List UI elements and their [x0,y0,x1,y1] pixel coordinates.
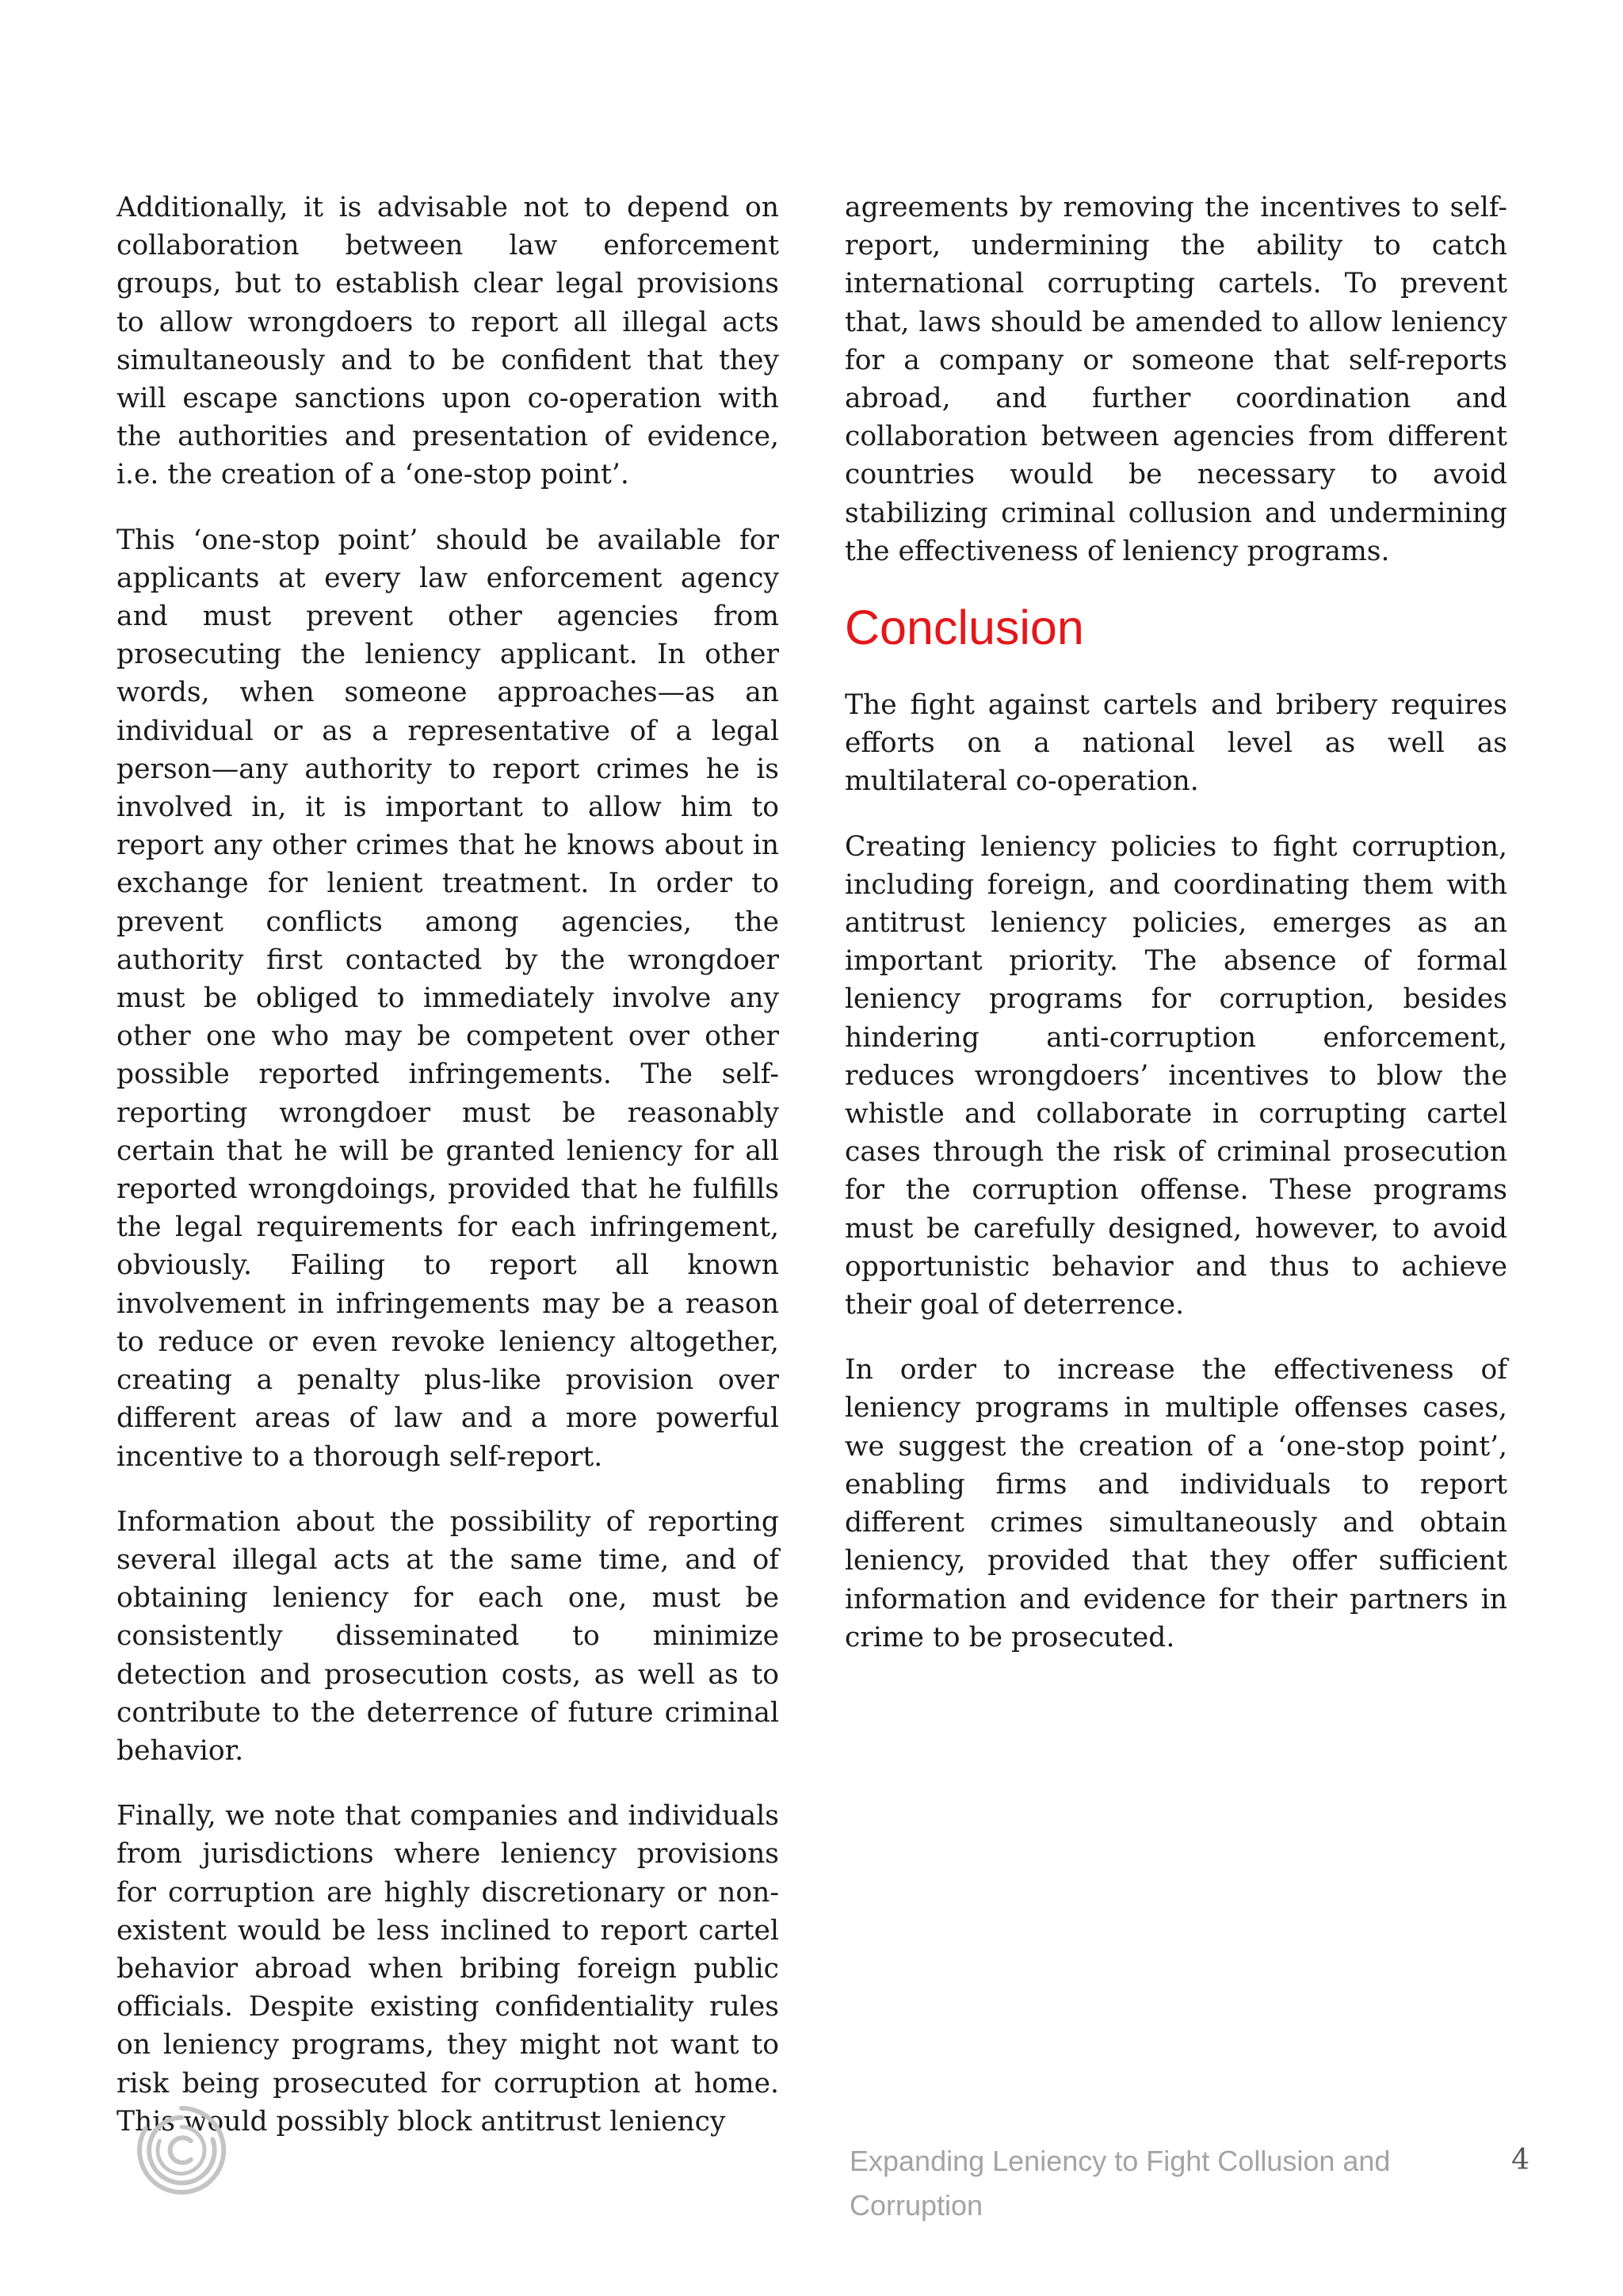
right-column [845,189,1507,1684]
paragraph: Finally, we note that companies and individuals from jurisdictions where leniency provisions for corruption are highly discretionary or non-existent would be less inclined to report cartel behavior abroad when bribing foreign public officials. Despite existing confidentiality rules on leniency programs, they might not want to risk being prosecuted for corruption at home. This would possibly block antitrust leniency [116,1800,779,2138]
section-heading: Conclusion [845,601,1084,655]
footer-title: Expanding Leniency to Fight Collusion and Corruption [850,2145,1391,2222]
logo-icon [135,2103,228,2197]
left-column [116,189,779,2168]
paragraph: Creating leniency policies to fight corruption, including foreign, and coordinating them with antitrust leniency policies, emerges as an important priority. The absence of formal leniency programs for corruption, besides hindering anti-corruption enforcement, reduces wrongdoers’ incentives to blow the whistle and collaborate in corrupting cartel cases through the risk of criminal prosecution for the corruption offense. These programs must be carefully designed, however, to avoid opportunistic behavior and thus to achieve their goal of deterrence. [845,830,1507,1322]
paragraph: The fight against cartels and bribery requires efforts on a national level as well as multilateral co-operation. [845,689,1507,798]
paragraph: This ‘one-stop point’ should be available for applicants at every law enforcement agency and must prevent other agencies from prosecuting the leniency applicant. In other words, when someone approaches—as an individual or as a representative of a legal person—any authority to report crimes he is involved in, it is important to allow him to report any other crimes that he knows about in exchange for lenient treatment. In order to prevent conflicts among agencies, the authority first contacted by the wrongdoer must be obliged to immediately involve any other one who may be competent over other possible reported infringements. The self-reporting wrongdoer must be reasonably certain that he will be granted leniency for all reported wrongdoings, provided that he fulfills the legal requirements for each infringement, obviously. Failing to report all known involvement in infringements may be a reason to reduce or even revoke leniency altogether, creating a penalty plus-like provision over different areas of law and a more powerful incentive to a thorough self-report. [116,524,779,1473]
page-number: 4 [1511,2144,1529,2176]
paragraph-continuation: agreements by removing the incentives to self-report, undermining the ability to catch international corrupting cartels. To prevent that, laws should be amended to allow leniency for a company or someone that self-reports abroad, and further coordination and collaboration between agencies from different countries would be necessary to avoid stabilizing criminal collusion and undermining the effectiveness of leniency programs. [845,192,1507,567]
paragraph: In order to increase the effectiveness of leniency programs in multiple offenses cases, we suggest the creation of a ‘one-stop point’, enabling firms and individuals to report different crimes simultaneously and obtain leniency, provided that they offer sufficient information and evidence for their partners in crime to be prosecuted. [845,1354,1507,1653]
paragraph: Information about the possibility of reporting several illegal acts at the same time, and of obtaining leniency for each one, must be consistently disseminated to minimize detection and prosecution costs, as well as to contribute to the deterrence of future criminal behavior. [116,1505,779,1767]
paragraph: Additionally, it is advisable not to depend on collaboration between law enforcement groups, but to establish clear legal provisions to allow wrongdoers to report all illegal acts simultaneously and to be confident that they will escape sanctions upon co-operation with the authorities and presentation of evidence, i.e. the creation of a ‘one-stop point’. [116,192,779,491]
